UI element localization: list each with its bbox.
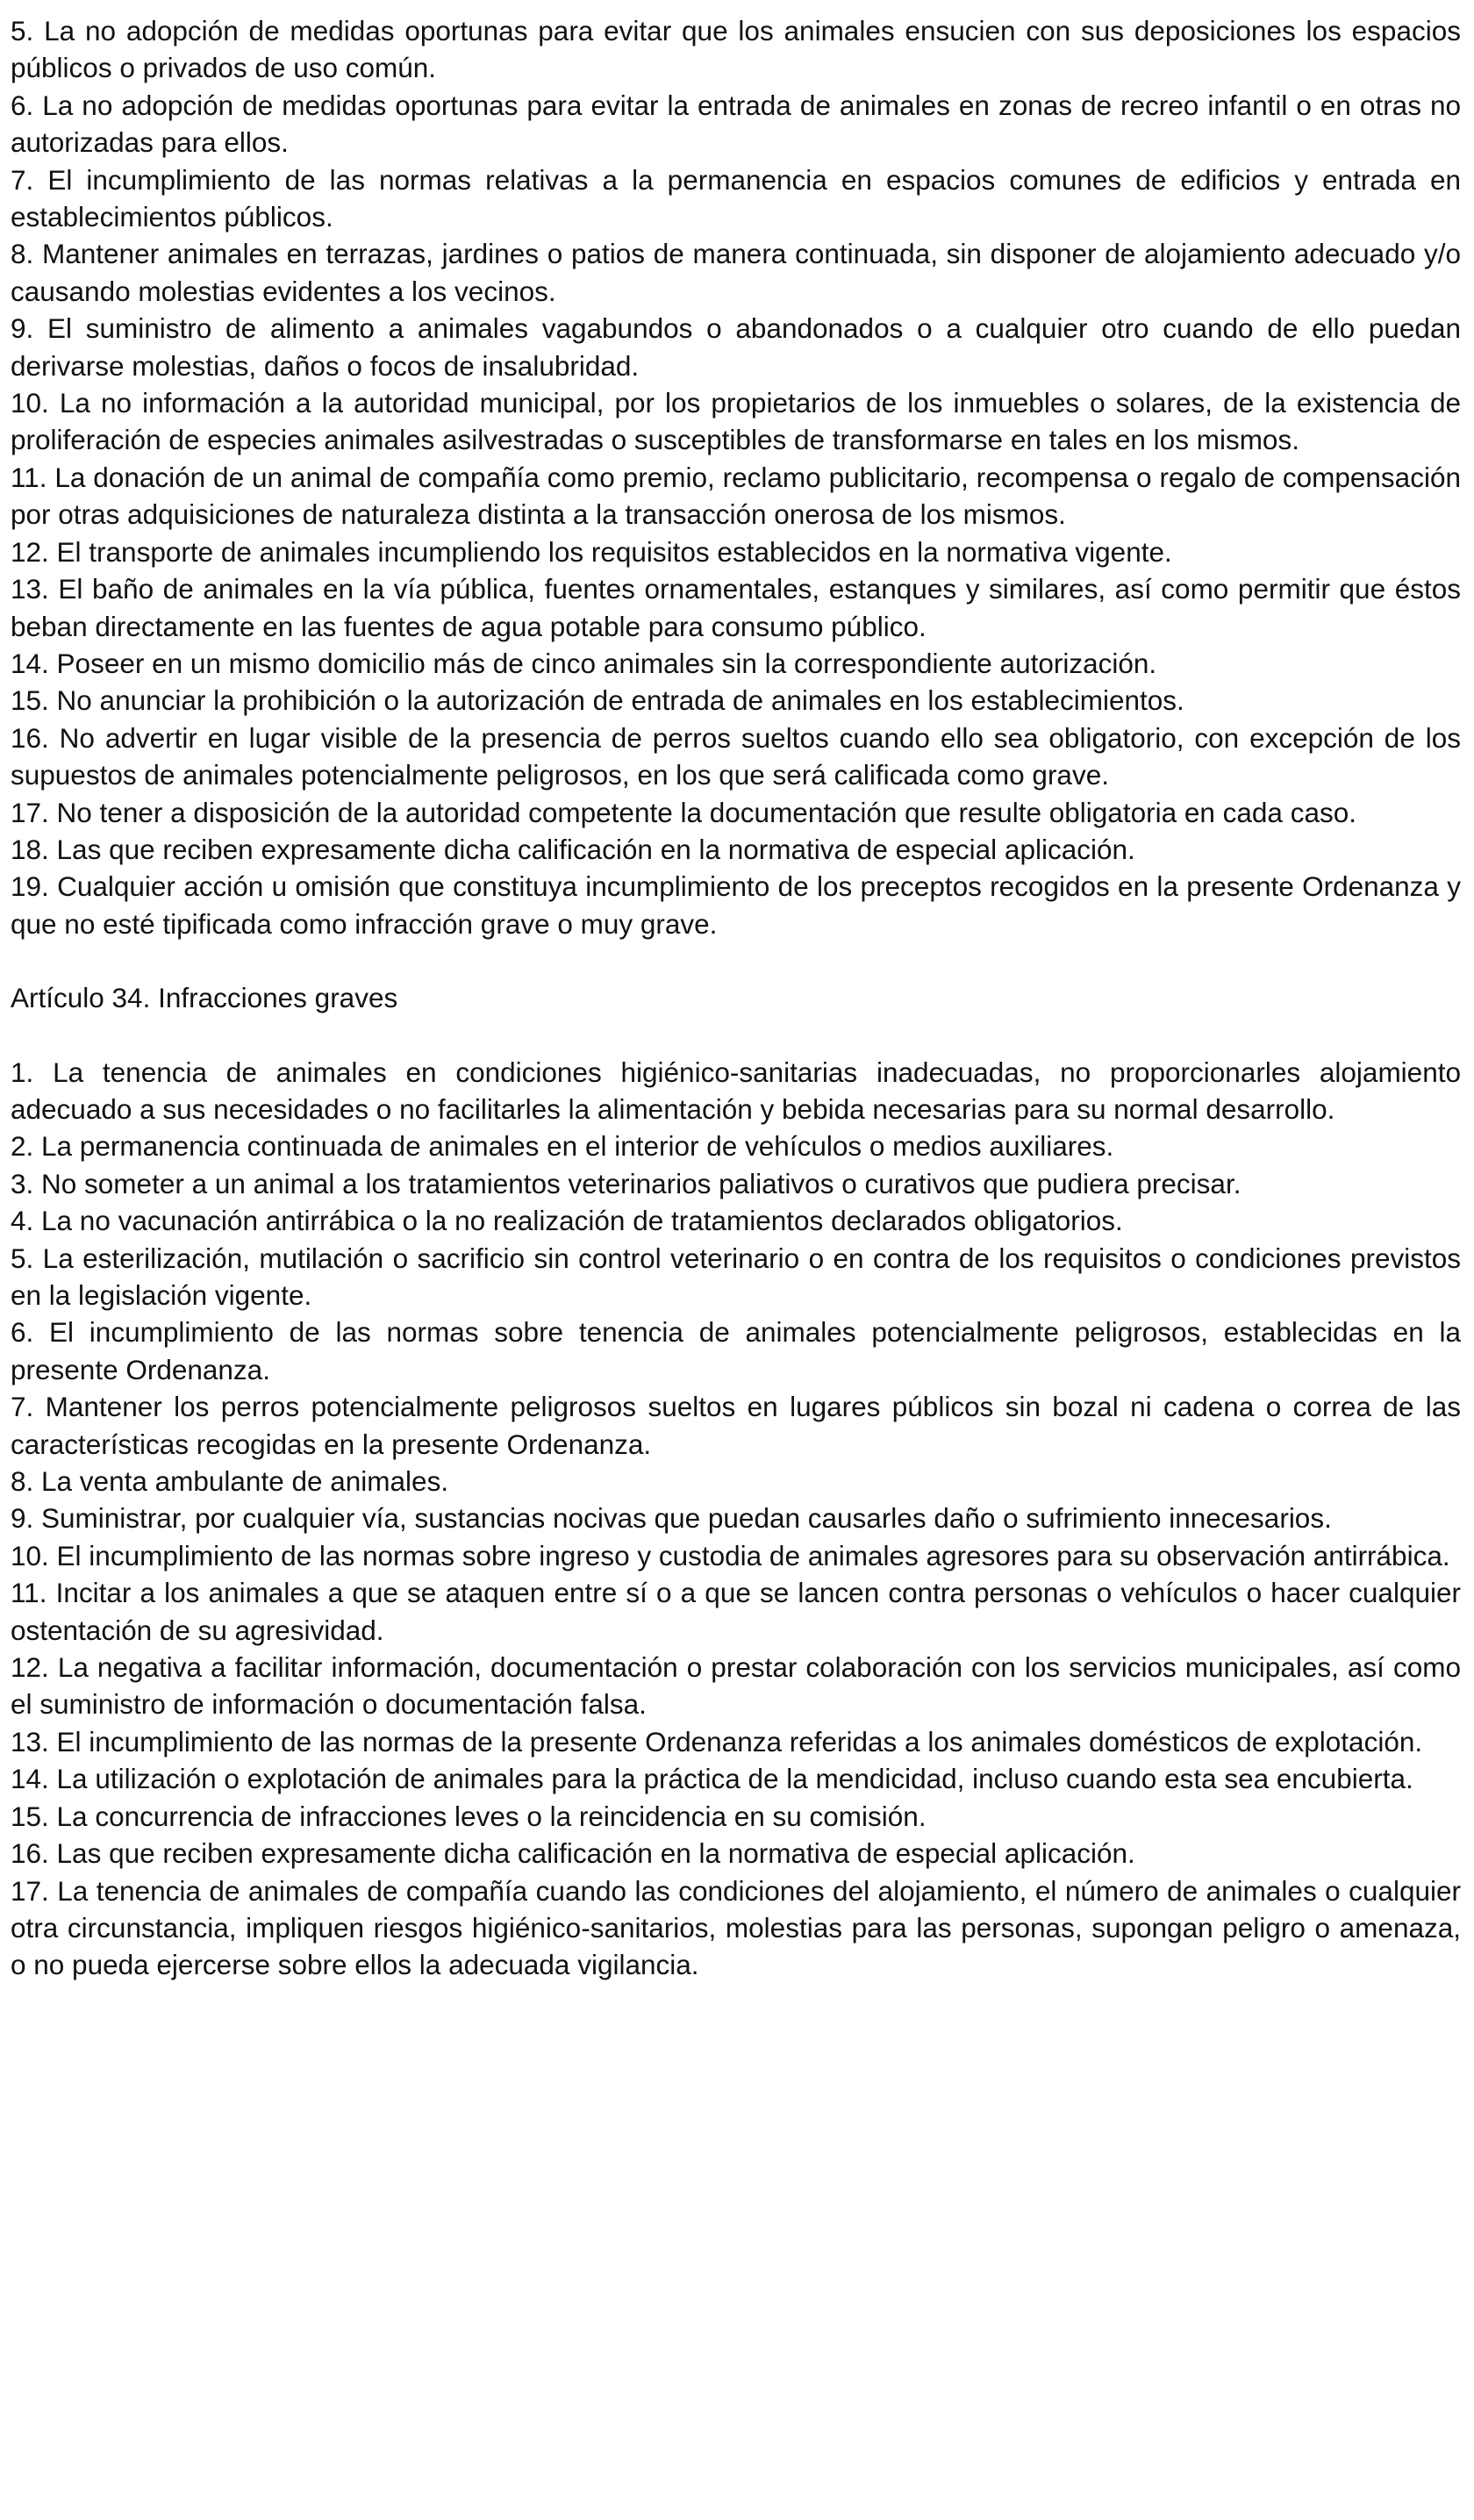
list-item: 5. La esterilización, mutilación o sacrificio sin control veterinario o en contra de los requisitos o condiciones previstos en la legislación vigente. — [11, 1242, 1461, 1311]
list-item: 7. El incumplimiento de las normas relativas a la permanencia en espacios comunes de edificios y entrada en establecimientos públicos. — [11, 163, 1461, 233]
article-heading: Artículo 34. Infracciones graves — [11, 982, 398, 1014]
list-item: 12. El transporte de animales incumpliendo los requisitos establecidos en la normativa vigente. — [11, 535, 1172, 568]
list-item: 6. El incumplimiento de las normas sobre tenencia de animales potencialmente peligrosos, establecidas en la presente Ordenanza. — [11, 1316, 1461, 1385]
list-item: 6. La no adopción de medidas oportunas para evitar la entrada de animales en zonas de recreo infantil o en otras no autorizadas para ellos. — [11, 89, 1461, 159]
list-item: 16. Las que reciben expresamente dicha calificación en la normativa de especial aplicación. — [11, 1837, 1135, 1870]
list-item: 8. La venta ambulante de animales. — [11, 1465, 449, 1498]
list-item: 14. Poseer en un mismo domicilio más de cinco animales sin la correspondiente autorización. — [11, 647, 1157, 679]
list-item: 2. La permanencia continuada de animales en el interior de vehículos o medios auxiliares. — [11, 1130, 1114, 1163]
infracciones-leves-list — [11, 12, 1461, 942]
infracciones-graves-list — [11, 1054, 1461, 1984]
list-item: 14. La utilización o explotación de animales para la práctica de la mendicidad, incluso cuando esta sea encubierta. — [11, 1763, 1413, 1795]
list-item: 17. La tenencia de animales de compañía cuando las condiciones del alojamiento, el número de animales o cualquier otra circunstancia, impliquen riesgos higiénico-sanitarios, molestias para las personas, supongan peligro o amenaza, o no pueda ejercerse sobre ellos la adecuada vigilancia. — [11, 1874, 1461, 1981]
list-item: 11. La donación de un animal de compañía como premio, reclamo publicitario, recompensa o regalo de compensación por otras adquisiciones de naturaleza distinta a la transacción onerosa de los mismos. — [11, 461, 1461, 531]
list-item: 8. Mantener animales en terrazas, jardines o patios de manera continuada, sin disponer de alojamiento adecuado y/o causando molestias evidentes a los vecinos. — [11, 238, 1461, 307]
list-item: 4. La no vacunación antirrábica o la no realización de tratamientos declarados obligatorios. — [11, 1205, 1123, 1237]
list-item: 19. Cualquier acción u omisión que constituya incumplimiento de los preceptos recogidos en la presente Ordenanza y que no esté tipificada como infracción grave o muy grave. — [11, 870, 1461, 940]
document-body — [11, 12, 1461, 1984]
list-item: 13. El baño de animales en la vía pública, fuentes ornamentales, estanques y similares, así como permitir que éstos beban directamente en las fuentes de agua potable para consumo público. — [11, 573, 1461, 642]
list-item: 5. La no adopción de medidas oportunas para evitar que los animales ensucien con sus deposiciones los espacios públicos o privados de uso común. — [11, 15, 1461, 84]
list-item: 7. Mantener los perros potencialmente peligrosos sueltos en lugares públicos sin bozal ni cadena o correa de las características recogidas en la presente Ordenanza. — [11, 1391, 1461, 1460]
list-item: 9. El suministro de alimento a animales vagabundos o abandonados o a cualquier otro cuando de ello puedan derivarse molestias, daños o focos de insalubridad. — [11, 312, 1461, 382]
list-item: 18. Las que reciben expresamente dicha calificación en la normativa de especial aplicación. — [11, 833, 1135, 865]
list-item: 3. No someter a un animal a los tratamientos veterinarios paliativos o curativos que pudiera precisar. — [11, 1167, 1241, 1199]
list-item: 10. El incumplimiento de las normas sobre ingreso y custodia de animales agresores para su observación antirrábica. — [11, 1539, 1450, 1571]
list-item: 12. La negativa a facilitar información, documentación o prestar colaboración con los servicios municipales, así como el suministro de información o documentación falsa. — [11, 1651, 1461, 1721]
list-item: 15. La concurrencia de infracciones leves o la reincidencia en su comisión. — [11, 1800, 927, 1832]
list-item: 10. La no información a la autoridad municipal, por los propietarios de los inmuebles o solares, de la existencia de proliferación de especies animales asilvestradas o susceptibles de transformarse en tales en los mismos. — [11, 387, 1461, 456]
list-item: 15. No anunciar la prohibición o la autorización de entrada de animales en los establecimientos. — [11, 684, 1184, 717]
list-item: 17. No tener a disposición de la autoridad competente la documentación que resulte obligatoria en cada caso. — [11, 796, 1356, 828]
list-item: 1. La tenencia de animales en condiciones higiénico-sanitarias inadecuadas, no proporcionarles alojamiento adecuado a sus necesidades o no facilitarles la alimentación y bebida necesarias para su normal desarrollo. — [11, 1056, 1461, 1125]
list-item: 9. Suministrar, por cualquier vía, sustancias nocivas que puedan causarles daño o sufrimiento innecesarios. — [11, 1502, 1332, 1535]
list-item: 16. No advertir en lugar visible de la presencia de perros sueltos cuando ello sea obligatorio, con excepción de los supuestos de animales potencialmente peligrosos, en los que será calificada como grave. — [11, 721, 1461, 791]
list-item: 13. El incumplimiento de las normas de la presente Ordenanza referidas a los animales domésticos de explotación. — [11, 1725, 1423, 1758]
list-item: 11. Incitar a los animales a que se ataquen entre sí o a que se lancen contra personas o vehículos o hacer cualquier ostentación de su agresividad. — [11, 1577, 1461, 1646]
